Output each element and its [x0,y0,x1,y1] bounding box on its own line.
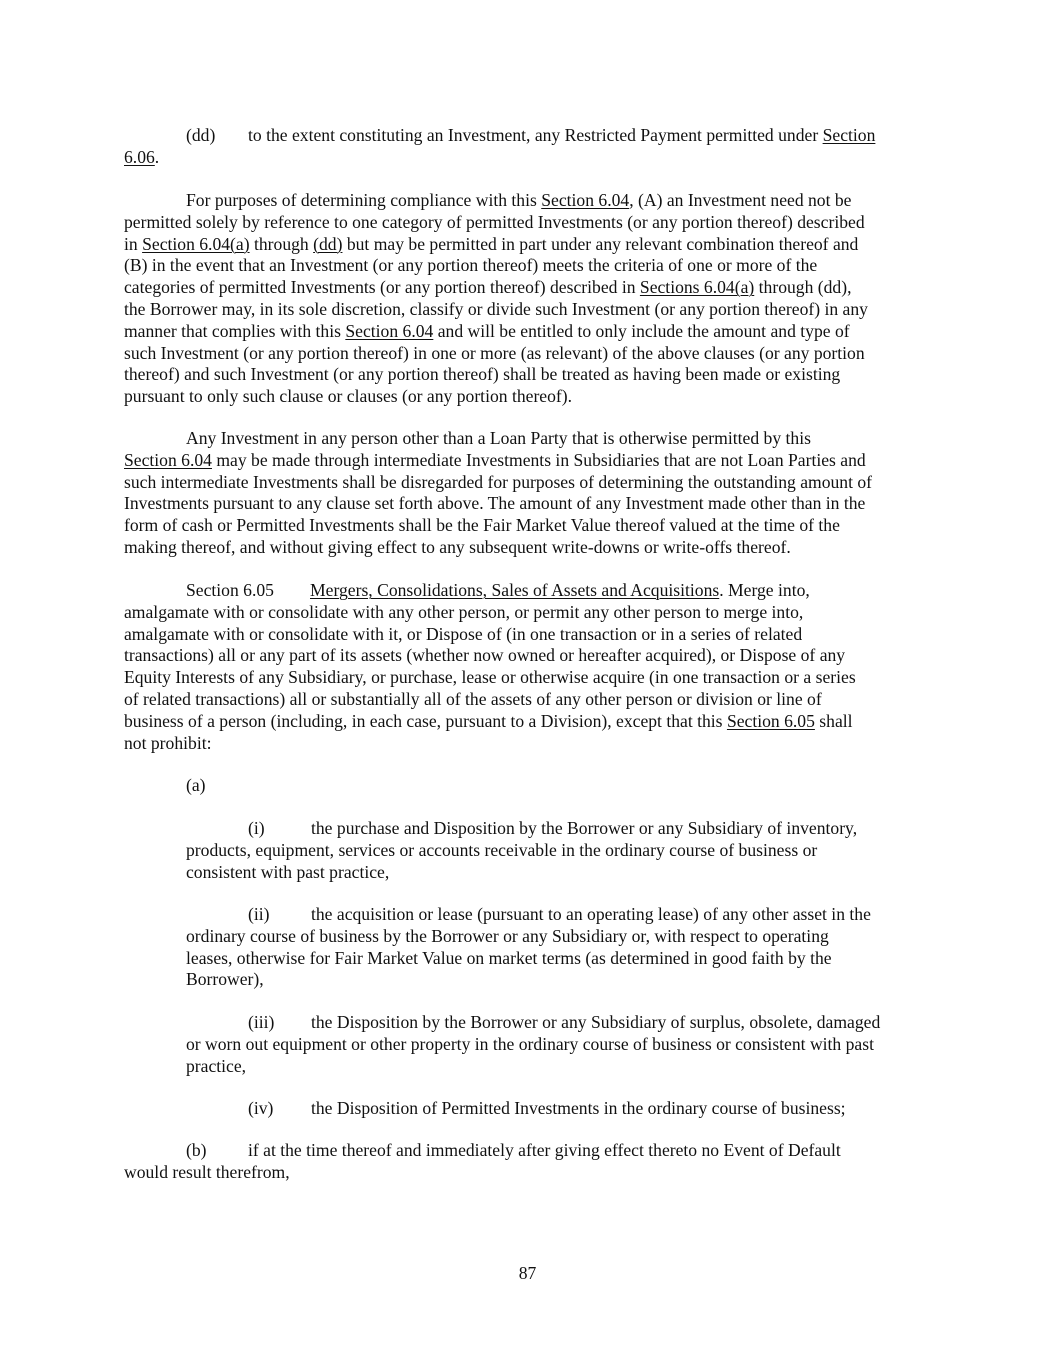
text-line: making thereof, and without giving effect to any subsequent write-downs or write-offs thereof. [124,536,791,557]
section-reference-link[interactable]: Section [822,125,876,145]
clause-text: to the extent constituting an Investment, any Restricted Payment permitted under [248,125,819,145]
clause-label: (dd) [186,125,216,145]
text-line: ordinary course of business by the Borrower or any Subsidiary or, with respect to operating [186,925,829,946]
text-line: amalgamate with or consolidate with it, or Dispose of (in one transaction or in a series of related [124,623,803,644]
text-line: of related transactions) all or substantially all of the assets of any other person or division or line of [124,688,822,709]
item-label: (iii) [248,1012,275,1032]
clause-label: (b) [186,1140,207,1160]
text: and will be entitled to only include the amount and type of [433,320,850,341]
section-reference-link[interactable]: (dd) [313,233,343,254]
text: through [249,233,314,254]
clause-a [124,775,930,797]
section-number: Section 6.05 [186,580,274,600]
punctuation: . [154,146,160,167]
clause-a-item-iii [186,1012,930,1077]
text-line: Investments pursuant to any clause set forth above. The amount of any Investment made other than in the [124,493,866,514]
text-line: consistent with past practice, [186,861,390,882]
text-line: transactions) all or any part of its assets (whether now owned or hereafter acquired), or Dispose of any [124,645,846,666]
text-line: the Borrower may, in its sole discretion, classify or divide such Investment (or any portion thereof) in any [124,298,868,319]
text: the purchase and Disposition by the Borrower or any Subsidiary of inventory, [311,818,858,838]
text-line: pursuant to only such clause or clauses (or any portion thereof). [124,386,573,407]
text: , (A) an Investment need not be [629,190,852,210]
text: through (dd), [754,277,852,298]
text-line: leases, otherwise for Fair Market Value on market terms (as determined in good faith by the [186,947,832,968]
text: For purposes of determining compliance with this [186,190,542,210]
text-line: amalgamate with or consolidate with any other person, or permit any other person to merge into, [124,601,804,622]
item-label: (i) [248,818,265,838]
paragraph-compliance [124,190,930,408]
clause-dd [124,125,930,169]
text-line: would result therefrom, [124,1161,290,1182]
text: may be made through intermediate Investments in Subsidiaries that are not Loan Parties and [211,449,866,470]
clause-a-item-ii [186,904,930,991]
text-line: permitted solely by reference to one category of permitted Investments (or any portion thereof) described [124,211,865,232]
text-line: (B) in the event that an Investment (or any portion thereof) meets the criteria of one or more of the [124,255,818,276]
section-reference-link[interactable]: Section 6.04(a) [142,233,250,254]
clause-a-item-iv [186,1098,930,1120]
text-line: practice, [186,1055,247,1076]
text: categories of permitted Investments (or any portion thereof) described in [124,277,640,298]
section-reference-link[interactable]: Section 6.04 [541,190,630,210]
text: the acquisition or lease (pursuant to an operating lease) of any other asset in the [311,904,871,924]
text: Any Investment in any person other than a Loan Party that is otherwise permitted by this [186,428,811,448]
clause-a-item-i [186,818,930,883]
text-line: Borrower), [186,969,264,990]
item-label: (iv) [248,1098,274,1118]
text-line: products, equipment, services or accounts receivable in the ordinary course of business or [186,839,818,860]
clause-b [124,1140,930,1184]
text-line: not prohibit: [124,732,212,753]
section-6-05 [124,580,930,754]
section-title: Mergers, Consolidations, Sales of Assets and Acquisitions [310,580,720,600]
page-number: 87 [518,1263,537,1283]
section-reference-link[interactable]: Section 6.04 [345,320,434,341]
text: the Disposition by the Borrower or any Subsidiary of surplus, obsolete, damaged [311,1012,881,1032]
section-reference-link[interactable]: 6.06 [124,146,155,167]
section-reference-link[interactable]: Section 6.04 [124,449,212,470]
text: shall [814,710,853,731]
text-line: thereof) and such Investment (or any portion thereof) shall be treated as having been made or existing [124,364,841,385]
text: if at the time thereof and immediately after giving effect thereto no Event of Default [248,1140,841,1160]
text: the Disposition of Permitted Investments in the ordinary course of business; [311,1098,846,1118]
item-label: (ii) [248,904,270,924]
text-line: such intermediate Investments shall be disregarded for purposes of determining the outstanding amount of [124,471,873,492]
text-line: or worn out equipment or other property in the ordinary course of business or consistent with past [186,1033,874,1054]
text: business of a person (including, in each case, pursuant to a Division), except that this [124,710,727,731]
paragraph-any-investment [124,428,930,559]
text: . Merge into, [719,580,810,600]
text-line: form of cash or Permitted Investments shall be the Fair Market Value thereof valued at the time of the [124,515,840,536]
text-line: such Investment (or any portion thereof) in one or more (as relevant) of the above clauses (or any portion [124,342,865,363]
text: but may be permitted in part under any relevant combination thereof and [342,233,859,254]
text-line: Equity Interests of any Subsidiary, or purchase, lease or otherwise acquire (in one transaction or a series [124,667,856,688]
clause-label: (a) [186,775,206,795]
text: in [124,233,143,254]
section-reference-link[interactable]: Sections 6.04(a) [639,277,755,298]
section-reference-link[interactable]: Section 6.05 [726,710,815,731]
text: manner that complies with this [124,320,346,341]
